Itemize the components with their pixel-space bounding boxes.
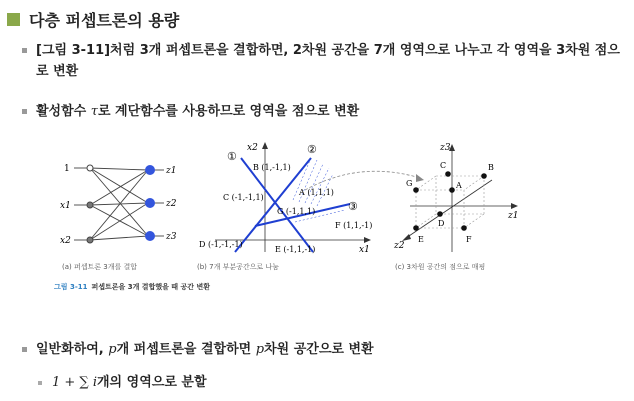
point-G	[413, 187, 419, 193]
label-F: F	[466, 235, 472, 244]
caption-c: (c) 3차원 공간의 점으로 매핑	[395, 263, 486, 271]
figure-a-network	[60, 150, 180, 250]
title-square-icon	[7, 13, 20, 26]
caption-b: (b) 7개 부분공간으로 나눔	[197, 263, 279, 271]
figure-caption-label: 그림 3-11	[54, 283, 88, 291]
output-label-z3: z3	[166, 232, 177, 242]
point-A	[449, 187, 455, 193]
label-G: G	[406, 179, 413, 188]
point-F	[461, 225, 467, 231]
marker-3: ③	[348, 200, 358, 213]
marker-1: ①	[227, 150, 237, 163]
p-symbol: p	[108, 342, 117, 357]
input-node-x2	[87, 237, 93, 243]
output-label-z2: z2	[166, 199, 177, 209]
caption-a: (a) 퍼셉트론 3개를 결합	[62, 263, 137, 271]
tau-symbol: τ	[90, 104, 98, 119]
sub-bullet-dot-icon	[38, 381, 42, 385]
bullet-generalize	[22, 339, 374, 360]
bullet-dot-icon	[22, 109, 27, 114]
bullet-combine-perceptrons	[22, 40, 622, 82]
bullet-text-line1: [그림 3-11]처럼 3개 퍼셉트론을 결합하면, 2차원 공간을 7개 영역으로 나누고 각 영역을 3차원 점으	[36, 43, 620, 58]
title-text: 다층 퍼셉트론의 용량	[29, 10, 180, 30]
label-B: B	[488, 163, 494, 172]
bullet-dot-icon	[22, 48, 27, 53]
axis-label-z2: z2	[394, 241, 405, 251]
region-B: B (1,-1,1)	[253, 163, 291, 172]
point-B	[481, 173, 487, 179]
region-C: C (-1,-1,1)	[223, 193, 264, 202]
region-D: D (-1,-1,-1)	[199, 240, 243, 249]
p-symbol-2: p	[255, 342, 265, 357]
output-label-z1: z1	[166, 166, 177, 176]
sub-bullet-regions	[38, 372, 207, 393]
axis-label-x2: x2	[247, 143, 258, 153]
axis-label-z1: z1	[508, 211, 519, 221]
input-label-1: 1	[64, 164, 70, 174]
output-node-z2	[145, 198, 155, 208]
input-node-x1	[87, 202, 93, 208]
output-node-z1	[145, 165, 155, 175]
input-label-x2: x2	[60, 236, 71, 246]
label-A: A	[456, 181, 462, 190]
figure-c-3d	[392, 140, 527, 258]
figure-caption-text: 퍼셉트론을 3개 결합했을 때 공간 변환	[91, 283, 210, 291]
output-node-z3	[145, 231, 155, 241]
region-A: A (1,1,1)	[299, 188, 334, 197]
region-F: F (1,1,-1)	[335, 221, 373, 230]
point-D	[437, 211, 443, 217]
sum-formula: 1 + ∑ i	[52, 375, 97, 390]
b3-mid: 개 퍼셉트론을 결합하면	[116, 342, 256, 357]
region-G: G (-1,1,1)	[277, 207, 316, 216]
axis-label-x1: x1	[359, 245, 370, 255]
input-node-bias	[87, 165, 93, 171]
figure-caption	[54, 282, 210, 292]
marker-2: ②	[307, 143, 317, 156]
b2-pre: 활성함수	[36, 104, 91, 119]
bullet-activation	[22, 101, 359, 122]
b2-post: 로 계단함수를 사용하므로 영역을 점으로 변환	[97, 104, 360, 119]
label-C: C	[440, 161, 447, 170]
point-E	[413, 225, 419, 231]
point-C	[445, 171, 451, 177]
bullet-dot-icon	[22, 347, 27, 352]
b3-pre: 일반화하여,	[36, 342, 109, 357]
bullet-text-line2: 로 변환	[36, 64, 79, 79]
section-title	[7, 8, 179, 30]
label-E: E	[418, 235, 424, 244]
region-E: E (-1,1,-1)	[275, 245, 316, 254]
axis-label-z3: z3	[440, 143, 451, 153]
b4-post: 개의 영역으로 분할	[97, 375, 207, 390]
input-label-x1: x1	[60, 201, 71, 211]
label-D: D	[438, 219, 445, 228]
b3-post: 차원 공간으로 변환	[264, 342, 374, 357]
